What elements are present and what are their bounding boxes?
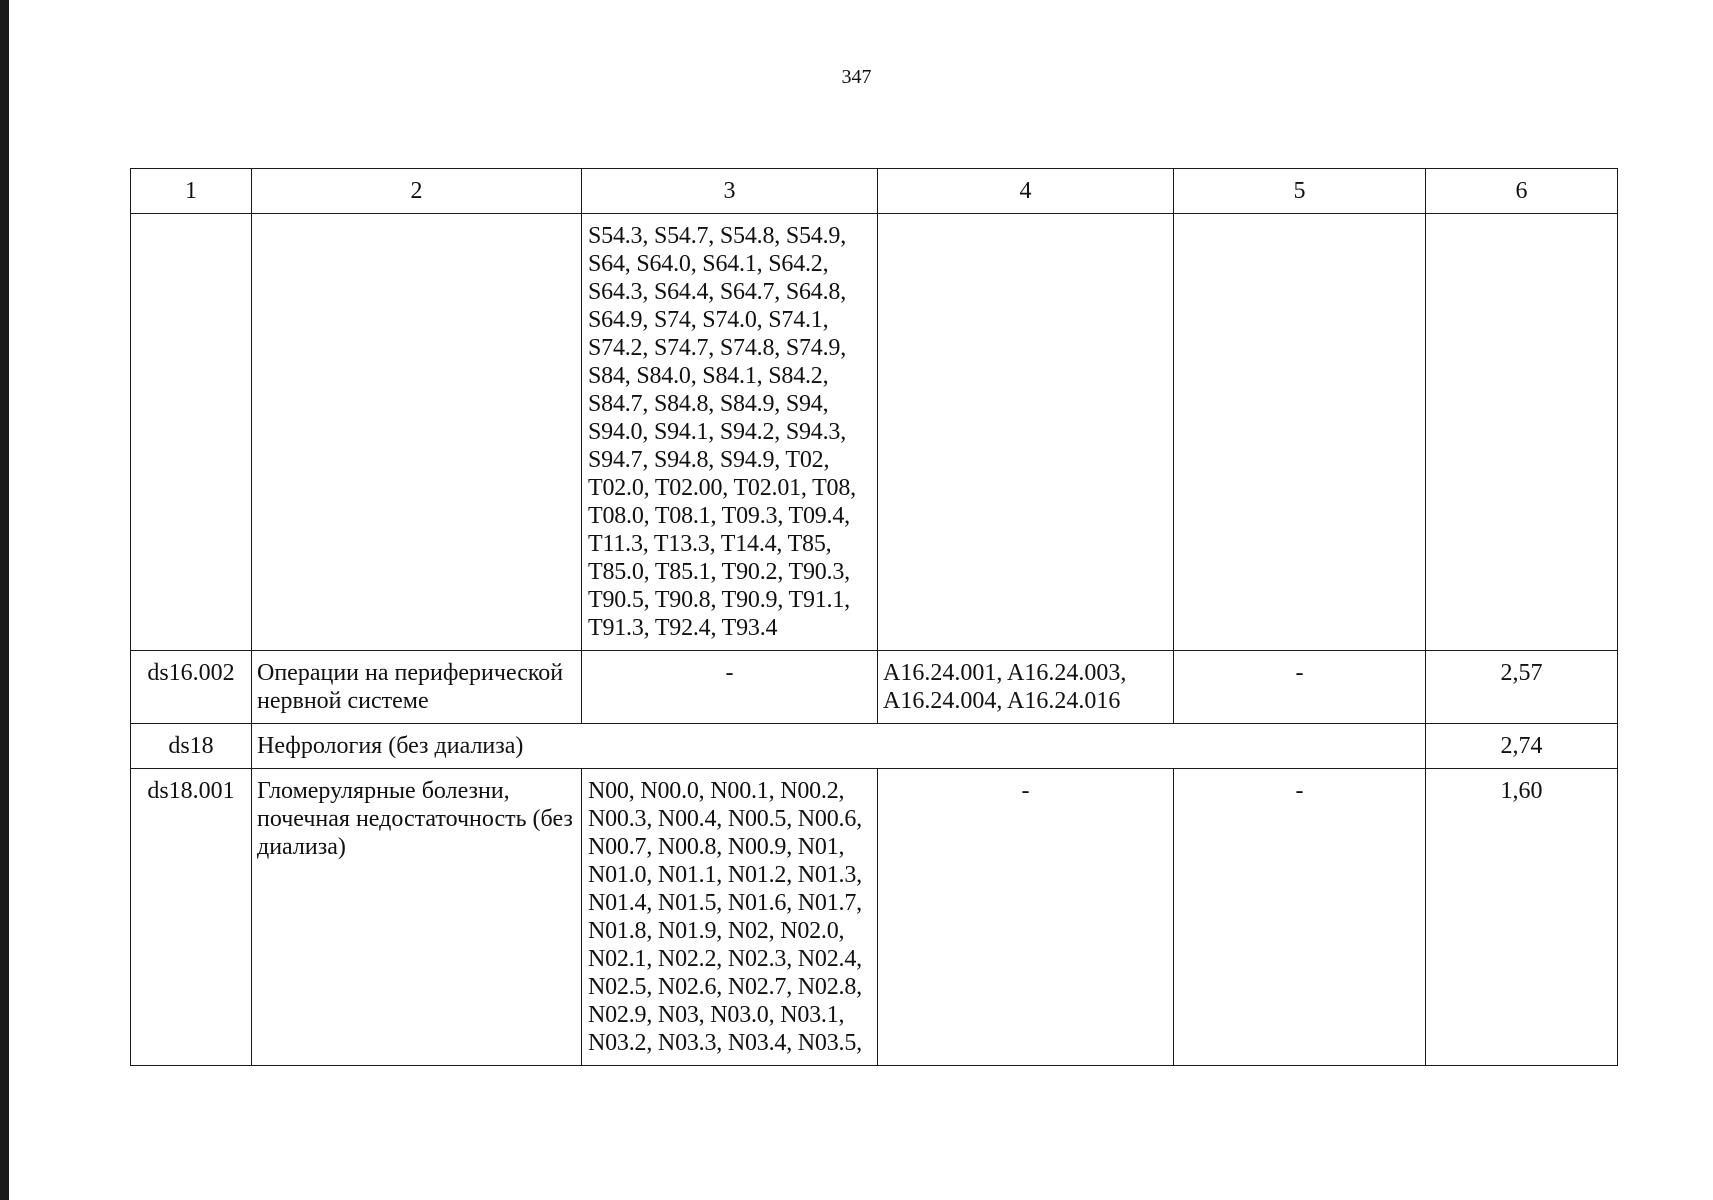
cell-other bbox=[1174, 214, 1426, 651]
cell-code: ds18 bbox=[131, 724, 252, 769]
cell-other: - bbox=[1174, 651, 1426, 724]
cell-name: Операции на периферической нервной системе bbox=[252, 651, 582, 724]
cell-services: A16.24.001, A16.24.003, A16.24.004, A16.24.016 bbox=[878, 651, 1174, 724]
page-number: 347 bbox=[841, 66, 872, 88]
table-header-row bbox=[131, 169, 1618, 214]
cell-diagnoses: S54.3, S54.7, S54.8, S54.9, S64, S64.0, S64.1, S64.2, S64.3, S64.4, S64.7, S64.8, S64.9, S74, S74.0, S74.1, S74.2, S74.7, S74.8, S74.9, S84, S84.0, S84.1, S84.2, S84.7, S84.8, S84.9, S94, S94.0, S94.1, S94.2, S94.3, S94.7, S94.8, S94.9, T02, T02.0, T02.00, T02.01, T08, T08.0, T08.1, T09.3, T09.4, T11.3, T13.3, T14.4, T85, T85.0, T85.1, T90.2, T90.3, T90.5, T90.8, T90.9, T91.1, T91.3, T92.4, T93.4 bbox=[582, 214, 878, 651]
table-row bbox=[131, 769, 1618, 1066]
cell-services: - bbox=[878, 769, 1174, 1066]
cell-code: ds18.001 bbox=[131, 769, 252, 1066]
cell-diagnoses: N00, N00.0, N00.1, N00.2, N00.3, N00.4, N00.5, N00.6, N00.7, N00.8, N00.9, N01, N01.0, N01.1, N01.2, N01.3, N01.4, N01.5, N01.6, N01.7, N01.8, N01.9, N02, N02.0, N02.1, N02.2, N02.3, N02.4, N02.5, N02.6, N02.7, N02.8, N02.9, N03, N03.0, N03.1, N03.2, N03.3, N03.4, N03.5, bbox=[582, 769, 878, 1066]
table-row bbox=[131, 214, 1618, 651]
cell-name bbox=[252, 214, 582, 651]
cell-coefficient bbox=[1426, 214, 1618, 651]
cell-services bbox=[878, 214, 1174, 651]
column-header: 2 bbox=[252, 169, 582, 214]
column-header: 6 bbox=[1426, 169, 1618, 214]
table-section-row bbox=[131, 724, 1618, 769]
column-header: 1 bbox=[131, 169, 252, 214]
cell-other: - bbox=[1174, 769, 1426, 1066]
cell-coefficient: 2,57 bbox=[1426, 651, 1618, 724]
column-header: 3 bbox=[582, 169, 878, 214]
ksg-table bbox=[130, 168, 1618, 1066]
cell-coefficient: 1,60 bbox=[1426, 769, 1618, 1066]
column-header: 5 bbox=[1174, 169, 1426, 214]
table-row bbox=[131, 651, 1618, 724]
cell-coefficient: 2,74 bbox=[1426, 724, 1618, 769]
cell-code bbox=[131, 214, 252, 651]
cell-name: Гломерулярные болезни, почечная недостаточность (без диализа) bbox=[252, 769, 582, 1066]
scan-edge bbox=[0, 0, 9, 1200]
cell-section-name: Нефрология (без диализа) bbox=[252, 724, 1426, 769]
column-header: 4 bbox=[878, 169, 1174, 214]
cell-diagnoses: - bbox=[582, 651, 878, 724]
cell-code: ds16.002 bbox=[131, 651, 252, 724]
